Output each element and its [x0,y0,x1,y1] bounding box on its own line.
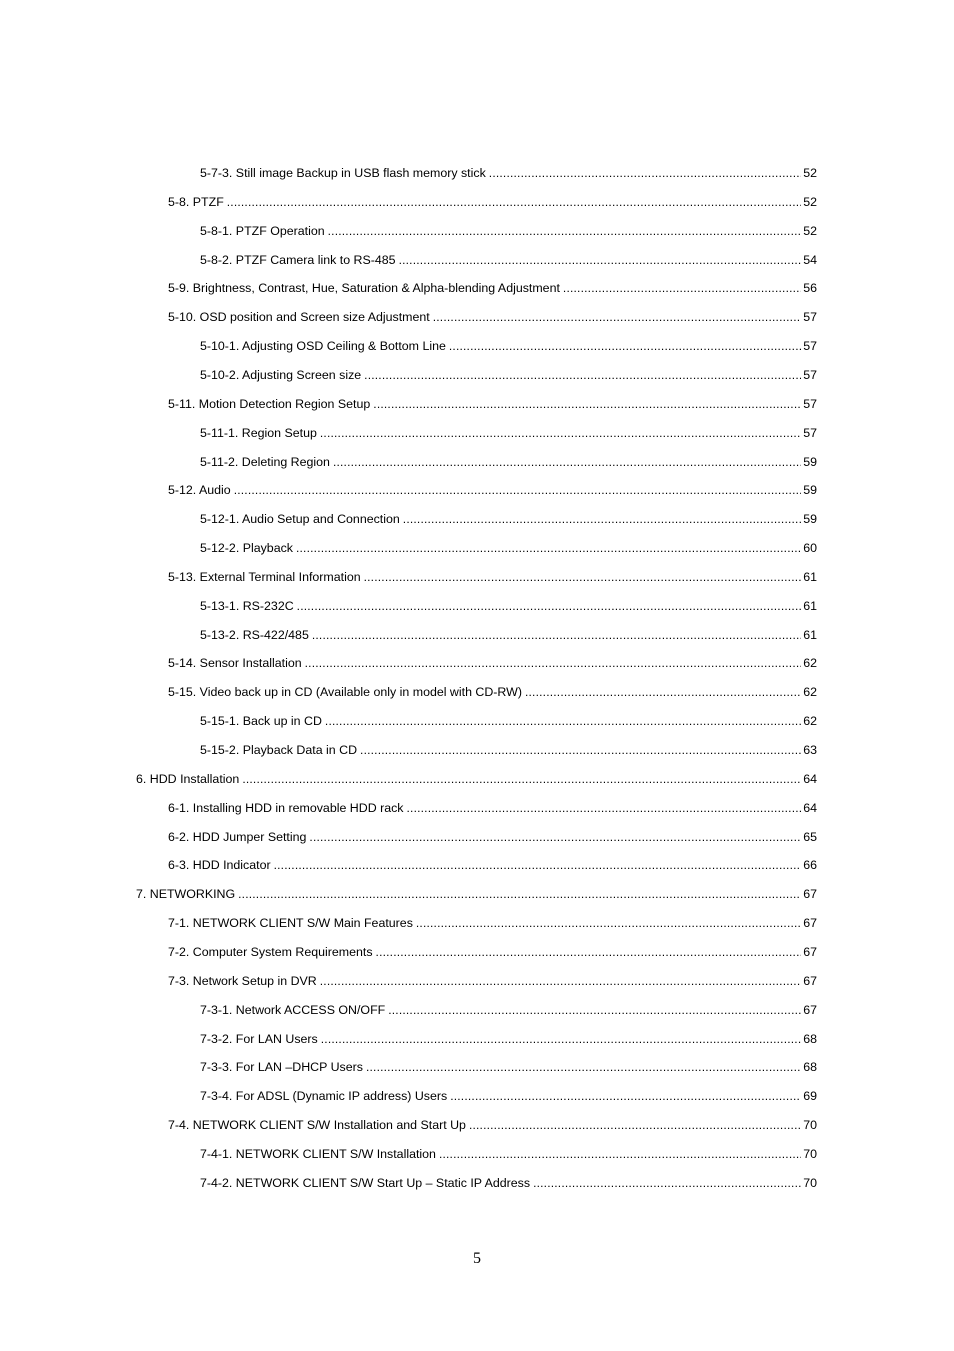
toc-dot-leader [450,1082,801,1110]
toc-dot-leader [489,159,801,187]
toc-entry[interactable] [168,188,817,216]
toc-entry-title: 6-3. HDD Indicator [168,858,271,872]
toc-dot-leader [364,361,801,389]
toc-entry-title: 5-12. Audio [168,483,231,497]
toc-entry-title: 5-15-1. Back up in CD [200,714,322,728]
toc-entry[interactable] [168,476,817,504]
toc-entry[interactable] [200,361,817,389]
toc-dot-leader [274,851,802,879]
toc-entry-title: 5-15-2. Playback Data in CD [200,743,358,757]
toc-entry-page: 62 [803,685,817,699]
toc-entry-title: 7-2. Computer System Requirements [168,945,373,959]
toc-entry-page: 57 [803,368,817,382]
toc-dot-leader [227,188,801,216]
toc-dot-leader [364,563,802,591]
toc-entry-page: 57 [803,310,817,324]
toc-entry-title: 5-11. Motion Detection Region Setup [168,397,371,411]
toc-entry-title: 7-1. NETWORK CLIENT S/W Main Features [168,916,413,930]
toc-dot-leader [333,448,801,476]
toc-entry-page: 52 [803,195,817,209]
toc-dot-leader [533,1169,801,1197]
toc-entry-page: 67 [803,945,817,959]
toc-entry-title: 5-13-1. RS-232C [200,599,294,613]
toc-entry[interactable] [168,823,817,851]
toc-entry[interactable] [200,621,817,649]
toc-entry-title: 6. HDD Installation [136,772,240,786]
toc-entry[interactable] [200,1169,817,1197]
toc-dot-leader [296,534,801,562]
toc-entry-page: 54 [803,253,817,267]
toc-entry-page: 52 [803,166,817,180]
toc-entry-page: 61 [803,570,817,584]
toc-entry[interactable] [200,448,817,476]
toc-dot-leader [433,303,801,331]
toc-entry-page: 70 [803,1176,817,1190]
toc-entry-title: 6-1. Installing HDD in removable HDD rack [168,801,404,815]
toc-entry-title: 5-8-1. PTZF Operation [200,224,325,238]
toc-entry[interactable] [168,563,817,591]
toc-entry[interactable] [168,303,817,331]
toc-dot-leader [388,996,801,1024]
toc-entry-page: 57 [803,339,817,353]
toc-entry[interactable] [200,1053,817,1081]
toc-dot-leader [449,332,801,360]
toc-entry[interactable] [200,505,817,533]
toc-entry-title: 5-9. Brightness, Contrast, Hue, Saturation & Alpha-blending Adjustment [168,281,560,295]
toc-entry[interactable] [168,909,817,937]
toc-entry-title: 5-8-2. PTZF Camera link to RS-485 [200,253,396,267]
toc-entry-page: 61 [803,599,817,613]
toc-entry-title: 5-8. PTZF [168,195,224,209]
toc-entry-page: 65 [803,830,817,844]
toc-entry[interactable] [168,390,817,418]
toc-dot-leader [242,765,801,793]
toc-entry[interactable] [136,765,817,793]
toc-entry[interactable] [200,707,817,735]
toc-entry-page: 59 [803,455,817,469]
toc-entry-title: 5-15. Video back up in CD (Available only in model with CD-RW) [168,685,522,699]
toc-entry[interactable] [168,1111,817,1139]
toc-entry-page: 68 [803,1032,817,1046]
toc-entry-page: 62 [803,656,817,670]
toc-entry[interactable] [168,967,817,995]
toc-entry-page: 68 [803,1060,817,1074]
toc-entry[interactable] [200,217,817,245]
toc-entry-title: 6-2. HDD Jumper Setting [168,830,307,844]
toc-dot-leader [234,476,802,504]
toc-dot-leader [325,707,801,735]
toc-entry[interactable] [168,678,817,706]
toc-entry-title: 5-10. OSD position and Screen size Adjustment [168,310,430,324]
toc-dot-leader [328,217,802,245]
toc-entry-page: 70 [803,1147,817,1161]
toc-entry[interactable] [200,1140,817,1168]
toc-entry[interactable] [200,419,817,447]
toc-entry[interactable] [200,1082,817,1110]
toc-entry-title: 7-3-3. For LAN –DHCP Users [200,1060,363,1074]
toc-dot-leader [399,246,802,274]
toc-dot-leader [563,274,801,302]
toc-dot-leader [469,1111,801,1139]
toc-entry-page: 57 [803,397,817,411]
toc-dot-leader [320,419,801,447]
toc-dot-leader [238,880,801,908]
toc-entry[interactable] [200,534,817,562]
toc-dot-leader [403,505,801,533]
toc-entry-page: 62 [803,714,817,728]
toc-entry-title: 5-11-1. Region Setup [200,426,317,440]
toc-entry-page: 52 [803,224,817,238]
toc-dot-leader [525,678,801,706]
toc-entry[interactable] [168,649,817,677]
toc-entry-page: 56 [803,281,817,295]
toc-dot-leader [321,1025,801,1053]
toc-entry-title: 7-4. NETWORK CLIENT S/W Installation and Start Up [168,1118,466,1132]
toc-entry[interactable] [168,274,817,302]
toc-dot-leader [360,736,801,764]
toc-entry-page: 64 [803,772,817,786]
toc-entry[interactable] [200,332,817,360]
toc-entry-title: 7. NETWORKING [136,887,236,901]
toc-dot-leader [407,794,802,822]
toc-entry[interactable] [200,159,817,187]
toc-entry[interactable] [200,246,817,274]
toc-entry-title: 7-4-1. NETWORK CLIENT S/W Installation [200,1147,436,1161]
toc-entry[interactable] [200,996,817,1024]
toc-entry-page: 67 [803,887,817,901]
toc-entry-page: 70 [803,1118,817,1132]
toc-dot-leader [376,938,802,966]
toc-entry[interactable] [168,851,817,879]
toc-entry-title: 7-3-4. For ADSL (Dynamic IP address) Users [200,1089,448,1103]
toc-entry-title: 7-3-2. For LAN Users [200,1032,318,1046]
toc-dot-leader [416,909,801,937]
toc-entry-page: 59 [803,512,817,526]
toc-dot-leader [309,823,801,851]
toc-entry[interactable] [200,1025,817,1053]
toc-entry-page: 66 [803,858,817,872]
toc-entry-title: 5-11-2. Deleting Region [200,455,330,469]
toc-dot-leader [439,1140,801,1168]
toc-entry-page: 61 [803,628,817,642]
toc-entry-title: 5-7-3. Still image Backup in USB flash memory stick [200,166,486,180]
toc-entry-page: 63 [803,743,817,757]
toc-entry-title: 5-12-1. Audio Setup and Connection [200,512,400,526]
toc-entry-title: 5-10-1. Adjusting OSD Ceiling & Bottom Line [200,339,446,353]
toc-entry-page: 69 [803,1089,817,1103]
toc-entry[interactable] [136,880,817,908]
toc-dot-leader [297,592,802,620]
toc-entry-title: 5-10-2. Adjusting Screen size [200,368,362,382]
toc-entry-page: 67 [803,916,817,930]
toc-entry[interactable] [168,794,817,822]
toc-entry[interactable] [168,938,817,966]
page-number: 5 [473,1250,481,1267]
toc-dot-leader [320,967,801,995]
toc-entry[interactable] [200,592,817,620]
toc-entry-page: 59 [803,483,817,497]
toc-entry-page: 67 [803,1003,817,1017]
toc-entry-title: 7-3-1. Network ACCESS ON/OFF [200,1003,386,1017]
toc-entry-title: 5-13-2. RS-422/485 [200,628,309,642]
toc-dot-leader [373,390,801,418]
toc-dot-leader [312,621,801,649]
toc-entry-page: 64 [803,801,817,815]
toc-entry-title: 5-12-2. Playback [200,541,293,555]
toc-entry[interactable] [200,736,817,764]
toc-entry-title: 5-14. Sensor Installation [168,656,302,670]
toc-entry-title: 7-4-2. NETWORK CLIENT S/W Start Up – Static IP Address [200,1176,531,1190]
toc-entry-title: 5-13. External Terminal Information [168,570,361,584]
toc-entry-page: 60 [803,541,817,555]
toc-entry-title: 7-3. Network Setup in DVR [168,974,317,988]
toc-dot-leader [305,649,802,677]
toc-dot-leader [366,1053,801,1081]
toc-entry-page: 67 [803,974,817,988]
toc-entry-page: 57 [803,426,817,440]
